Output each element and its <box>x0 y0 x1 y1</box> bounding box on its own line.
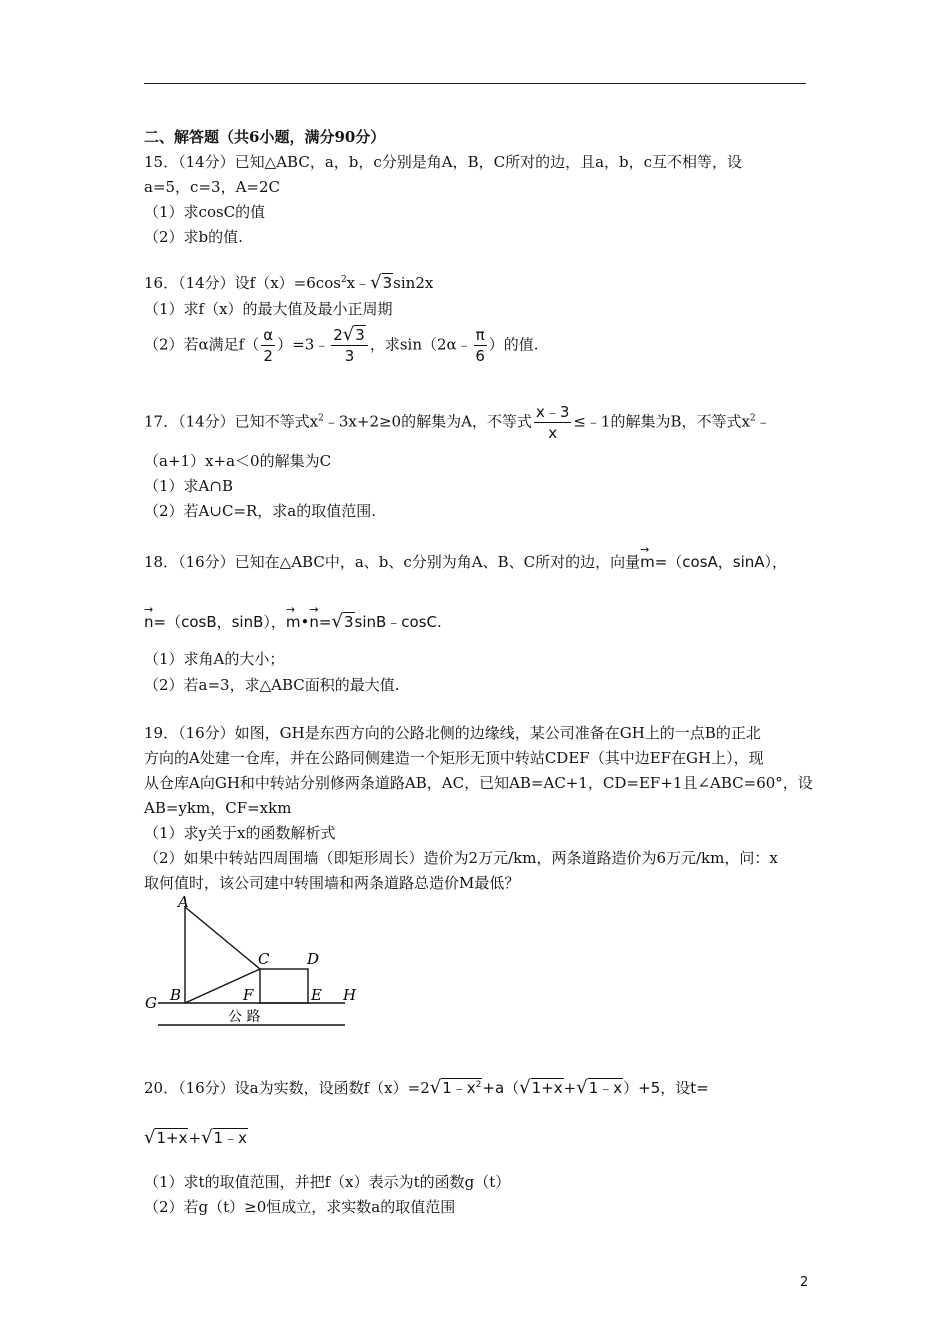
q18-part1: （1）求角A的大小； <box>144 650 285 668</box>
q17-line1: 17．（14分）已知不等式$x^2﹣3x+2\ge 0$的解集为A，不等式 $\frac{x﹣3}{x}$ ≤﹣1的解集为B，不等式$x^2﹣$ <box>144 403 771 442</box>
q18-line1: 18．（16分）已知在△ABC中，a、b、c分别为角A、B、C所对的边，向量→ m=（cosA，sinA）， <box>144 552 787 572</box>
q20-part2: （2）若g（t）≥0恒成立，求实数a的取值范围 <box>144 1198 456 1216</box>
q18-part2: （2）若a=3，求△ABC面积的最大值. <box>144 676 400 694</box>
q19-line3: 从仓库A向GH和中转站分别修两条道路AB，AC，已知AB=AC+1，CD=EF+1且∠ABC=60°，设 <box>144 774 813 792</box>
q20-line2: √1+x+√1﹣x <box>144 1127 247 1148</box>
q18-line2: → n=（cosB，sinB），→ m•→ n=√3sinB﹣cosC. <box>144 612 442 632</box>
vector-n: → n <box>309 612 319 632</box>
fraction-alpha-over-2: $\frac{\alpha}{2}$ <box>263 326 274 365</box>
fraction-x-minus-3-over-x: $\frac{x﹣3}{x}$ <box>535 403 570 442</box>
label-road: 公 路 <box>228 1009 261 1025</box>
label-G: G <box>145 994 157 1012</box>
sqrt-1-plus-x: √1+x <box>519 1077 563 1098</box>
q16-line1: 16．（14分）设$f(x)=6\cos^2x﹣√3\sin 2x$ <box>144 272 434 293</box>
rectangle-CDEF <box>260 969 308 1003</box>
page-number: 2 <box>800 1275 809 1290</box>
segment-AC <box>185 907 260 969</box>
sqrt-3: √3 <box>370 272 393 293</box>
fraction-2sqrt3-over-3: $\frac{2√3}{3}$ <box>331 325 368 366</box>
q17-part2: （2）若A∪C=R，求a的取值范围. <box>144 502 376 520</box>
q19-line1: 19．（16分）如图，GH是东西方向的公路北侧的边缘线，某公司准备在GH上的一点B的正北 <box>144 724 761 742</box>
header-rule <box>144 83 806 84</box>
q17-line2: （a+1）x+a＜0的解集为C <box>144 452 332 470</box>
section-title: 二、解答题（共6小题，满分90分） <box>144 128 386 146</box>
vector-m: → m <box>640 552 655 572</box>
sqrt-1-minus-x: √1﹣x <box>201 1127 247 1148</box>
q15-line1: 15．（14分）已知△ABC，a，b，c分别是角A，B，C所对的边，且a，b，c互不相等，设 <box>144 153 743 171</box>
q19-part2-line1: （2）如果中转站四周围墙（即矩形周长）造价为2万元/km，两条道路造价为6万元/km，问：x <box>144 849 778 867</box>
label-H: H <box>343 986 357 1004</box>
q15-line2: a=5，c=3，A=2C <box>144 178 280 196</box>
q15-part2: （2）求b的值. <box>144 228 243 246</box>
q20-part1: （1）求t的取值范围，并把f（x）表示为t的函数g（t） <box>144 1173 511 1191</box>
road-warehouse-figure <box>140 893 360 1033</box>
q19-part1: （1）求y关于x的函数解析式 <box>144 824 336 842</box>
vector-n: → n <box>144 612 154 632</box>
sqrt-3: √3 <box>331 611 354 632</box>
label-A: A <box>178 893 189 911</box>
label-C: C <box>258 950 270 968</box>
sqrt-1-minus-x-squared: $√1﹣x^2$ <box>429 1077 482 1098</box>
q16-part2: （2）若α满足f（ $\frac{\alpha}{2}$ ）=3﹣ $\frac{2√3}{3}$ ，求sin（2α﹣ $\frac{\pi}{6}$ ）的值. <box>144 324 539 365</box>
vector-m: → m <box>286 612 301 632</box>
label-F: F <box>243 986 254 1004</box>
label-B: B <box>170 986 182 1004</box>
q19-line2: 方向的A处建一仓库，并在公路同侧建造一个矩形无顶中转站CDEF（其中边EF在GH上），现 <box>144 749 764 767</box>
sqrt-1-plus-x: √1+x <box>144 1127 188 1148</box>
label-E: E <box>311 986 322 1004</box>
q16-part1: （1）求f（x）的最大值及最小正周期 <box>144 300 393 318</box>
q15-part1: （1）求cosC的值 <box>144 203 266 221</box>
label-D: D <box>307 950 320 968</box>
q19-line4: AB=ykm，CF=xkm <box>144 799 292 817</box>
fraction-pi-over-6: $\frac{\pi}{6}$ <box>475 326 485 365</box>
q17-part1: （1）求A∩B <box>144 477 233 495</box>
sqrt-1-minus-x: √1﹣x <box>576 1077 623 1098</box>
q20-line1: 20．（16分）设a为实数，设函数$f(x)=2√1﹣x^2+a(√1+x+√1﹣x)+5$，设t= <box>144 1077 709 1098</box>
q19-part2-line2: 取何值时，该公司建中转围墙和两条道路总造价M最低？ <box>144 874 520 892</box>
